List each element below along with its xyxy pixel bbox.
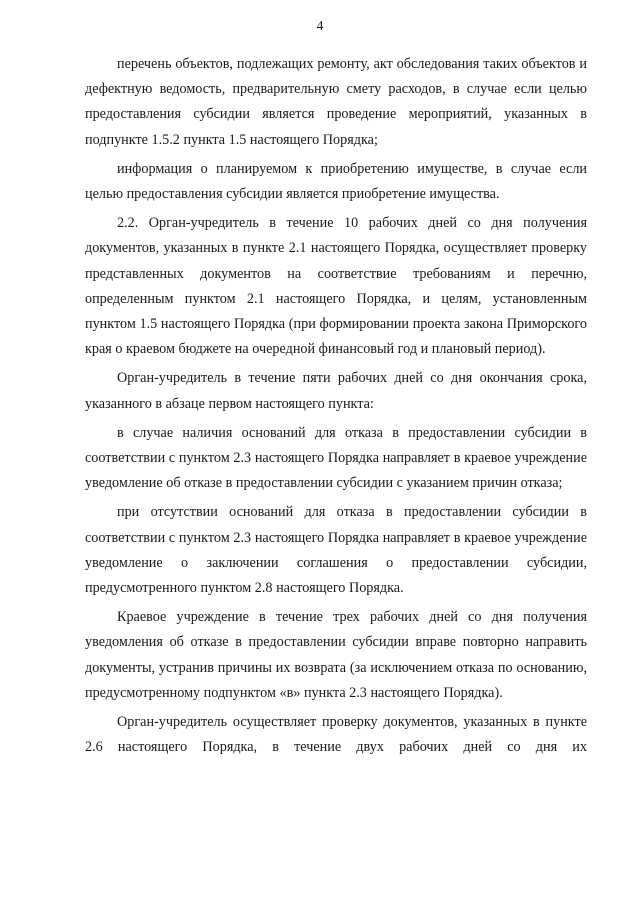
paragraph-2-2: [85, 211, 587, 362]
paragraph-text: при отсутствии оснований для отказа в предоставлении субсидии в соответствии с пунктом 2.3 настоящего Порядка направляет в краевое учреждение уведомление о заключении соглашения о предоставлении субсидии, предусмотренного пунктом 2.8 настоящего Порядка.: [85, 504, 587, 597]
paragraph-text: информация о планируемом к приобретению имуществе, в случае если целью предоставления субсидии является приобретение имущества.: [85, 160, 587, 203]
paragraph-text: Краевое учреждение в течение трех рабочих дней со дня получения уведомления об отказе в предоставлении субсидии вправе повторно направить документы, устранив причины их возврата (за исключением отказа по основанию, предусмотренному подпунктом «в» пункта 2.3 настоящего Порядка).: [85, 609, 587, 701]
paragraph-text: перечень объектов, подлежащих ремонту, акт обследования таких объектов и дефектную ведомость, предварительную смету расходов, в случае если целью предоставления субсидии является проведение мероприятий, указанных в подпункте 1.5.2 пункта 1.5 настоящего Порядка;: [85, 56, 587, 148]
paragraph-text: Орган-учредитель в течение пяти рабочих дней со дня окончания срока, указанного в абзаце первом настоящего пункта:: [85, 370, 587, 412]
page-number: 4: [316, 18, 324, 33]
paragraph-property-info: [85, 157, 587, 207]
paragraph-resubmission: [85, 605, 587, 706]
paragraph-documents-check: [85, 710, 587, 760]
paragraph-refusal-case: [85, 421, 587, 497]
paragraph-text: в случае наличия оснований для отказа в предоставлении субсидии в соответствии с пунктом 2.3 настоящего Порядка направляет в краевое учреждение уведомление об отказе в предоставлении субсидии с указанием причин отказа;: [85, 424, 587, 492]
paragraph-objects-list: [85, 52, 587, 153]
paragraph-founder-review: [85, 366, 587, 416]
paragraph-text: 2.2. Орган-учредитель в течение 10 рабочих дней со дня получения документов, указанных в пункте 2.1 настоящего Порядка, осуществляет проверку представленных документов на соответствие требованиям и перечню, определенным пунктом 2.1 настоящего Порядка, и целям, установленным пунктом 1.5 настоящего Порядка (при формировании проекта закона Приморского края о краевом бюджете на очередной финансовый год и плановый период).: [85, 215, 587, 358]
document-body: [85, 52, 587, 760]
paragraph-text: Орган-учредитель осуществляет проверку документов, указанных в пункте 2.6 настоящего Порядка, в течение двух рабочих дней со дня их: [85, 714, 587, 756]
paragraph-agreement-case: [85, 500, 587, 601]
